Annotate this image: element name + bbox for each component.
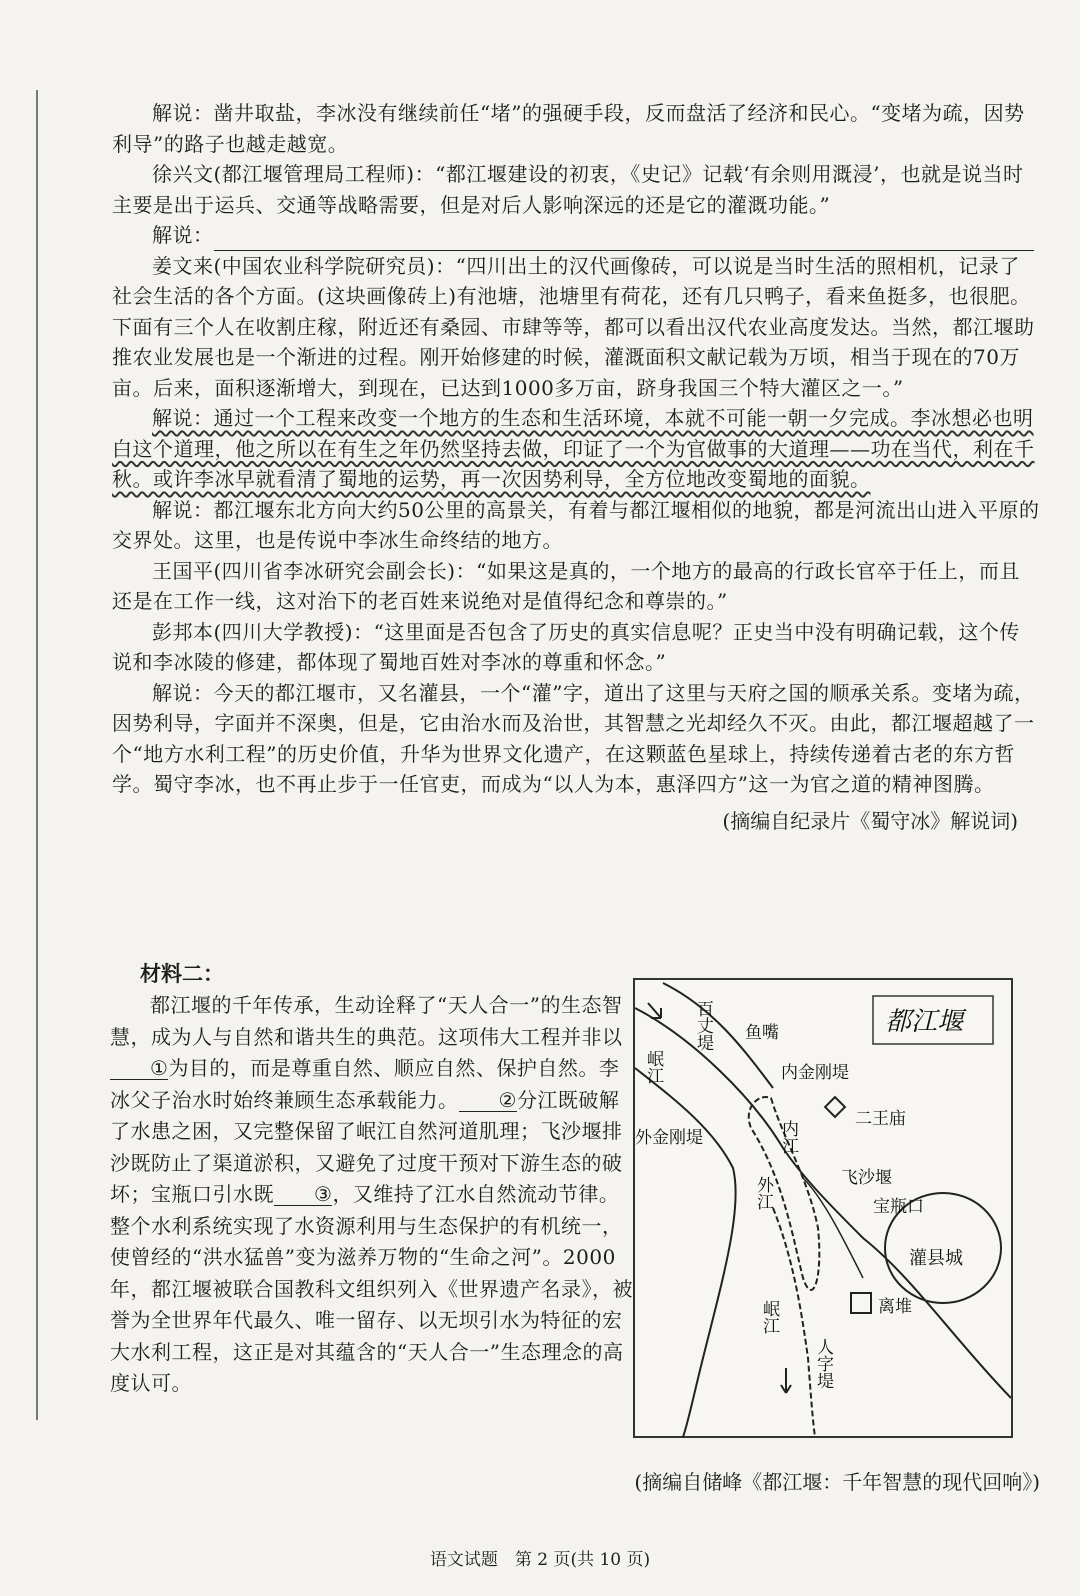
label-waijingangdi: 外金刚堤	[635, 1128, 703, 1148]
text-segment: ，又维持了江水自然流动节律。整个水利系统实现了水资源利用与生态保护的有机统一，使曾经的“洪水猛兽”变为滋养万物的“生命之河”。2000年，都江堰被联合国教科文组织列入《世界遗产名录》，被誉为全世界年代最久、唯一留存、以无坝引水为特征的宏大水利工程，这正是对其蕴含的“天人合一”生态理念的高度认可。	[110, 1182, 633, 1395]
interview-paragraph: 王国平(四川省李冰研究会副会长)：“如果这是真的，一个地方的最高的行政长官卒于任上，而且还是在工作一线，这对治下的老百姓来说绝对是值得纪念和尊崇的。”	[112, 558, 1020, 613]
answer-blank-paragraph	[112, 220, 1040, 251]
label-minjiang-bottom: 岷江	[759, 1300, 779, 1334]
material-two-text	[110, 990, 638, 1400]
answer-blank-label: 解说：	[152, 223, 214, 247]
map-logo: 都江堰	[885, 1007, 964, 1037]
blank-2[interactable]: ②	[459, 1089, 517, 1112]
text-segment: 都江堰的千年传承，生动诠释了“天人合一”的生态智慧，成为人与自然和谐共生的典范。这项伟大工程并非以	[110, 993, 623, 1049]
blank-3[interactable]: ③	[274, 1183, 332, 1206]
label-neijingangdi: 内金刚堤	[781, 1063, 849, 1083]
blank-1[interactable]: ①	[110, 1057, 168, 1080]
answer-blank-line[interactable]	[214, 228, 1034, 251]
label-yuzui: 鱼嘴	[745, 1023, 779, 1043]
material-two-paragraph	[110, 990, 638, 1400]
interview-paragraph: 姜文来(中国农业科学院研究员)：“四川出土的汉代画像砖，可以说是当时生活的照相机，记录了社会生活的各个方面。(这块画像砖上)有池塘，池塘里有荷花，还有几只鸭子，看来鱼挺多，也很肥。下面有三个人在收割庄稼，附近还有桑园、市肆等等，都可以看出汉代农业高度发达。当然，都江堰助推农业发展也是一个渐进的过程。刚开始修建的时候，灌溉面积文献记载为万顷，相当于现在的70万亩。后来，面积逐渐增大，到现在，已达到1000多万亩，跻身我国三个特大灌区之一。”	[112, 253, 1035, 400]
label-minjiang-top: 岷江	[643, 1050, 663, 1084]
dujiangyan-map	[633, 978, 1013, 1438]
text-segment: 为目的，而是尊重自然、顺应自然、保护自然。李冰父子治水时始终兼顾生态承载能力。	[110, 1056, 620, 1112]
source-citation-2: (摘编自储峰《都江堰：千年智慧的现代回响》)	[634, 1470, 1040, 1494]
commentary-paragraph: 解说：凿井取盐，李冰没有继续前任“堵”的强硬手段，反而盘活了经济和民心。“变堵为疏，因势利导”的路子也越走越宽。	[112, 101, 1025, 156]
interview-paragraph: 徐兴文(都江堰管理局工程师)：“都江堰建设的初衷，《史记》记载‘有余则用溉浸’，也就是说当时主要是出于运兵、交通等战略需要，但是对后人影响深远的还是它的灌溉功能。”	[112, 162, 1024, 217]
commentary-paragraph: 解说：都江堰东北方向大约50公里的高景关，有着与都江堰相似的地貌，都是河流出山进入平原的交界处。这里，也是传说中李冰生命终结的地方。	[112, 497, 1040, 552]
interview-paragraph: 彭邦本(四川大学教授)：“这里面是否包含了历史的真实信息呢？正史当中没有明确记载，这个传说和李冰陵的修建，都体现了蜀地百姓对李冰的尊重和怀念。”	[112, 619, 1020, 674]
label-lidui: 离堆	[878, 1297, 912, 1317]
source-citation: (摘编自纪录片《蜀守冰》解说词)	[722, 808, 1018, 833]
label-waijiang: 外江	[753, 1176, 773, 1210]
label-erwangmiao: 二王庙	[855, 1109, 906, 1129]
text-segment: 分江既破解了水患之困，又完整保留了岷江自然河道肌理；飞沙堰排沙既防止了渠道淤积，又避免了过度干预对下游生态的破坏；宝瓶口引水既	[110, 1087, 623, 1206]
label-renzidi: 人字堤	[813, 1338, 833, 1389]
label-neijiang: 内江	[778, 1120, 798, 1154]
underlined-commentary-paragraph: 解说：通过一个工程来改变一个地方的生态和生活环境，本就不可能一朝一夕完成。李冰想必也明白这个道理，他之所以在有生之年仍然坚持去做，印证了一个为官做事的大道理——功在当代，利在千秋。或许李冰早就看清了蜀地的运势，再一次因势利导，全方位地改变蜀地的面貌。	[112, 406, 1035, 491]
page-footer: 语文试题 第 2 页(共 10 页)	[429, 1550, 651, 1570]
binding-margin-line	[36, 90, 38, 1420]
material-two-title: 材料二：	[140, 961, 224, 986]
label-feishayan: 飞沙堰	[841, 1168, 892, 1188]
label-guanxiancheng: 灌县城	[909, 1248, 963, 1269]
material-one-text	[112, 98, 1040, 836]
label-baizhangdi: 百丈堤	[693, 1000, 713, 1051]
commentary-paragraph: 解说：今天的都江堰市，又名灌县，一个“灌”字，道出了这里与天府之国的顺承关系。变堵为疏，因势利导，字面并不深奥，但是，它由治水而及治世，其智慧之光却经久不灭。由此，都江堰超越了一个“地方水利工程”的历史价值，升华为世界文化遗产，在这颗蓝色星球上，持续传递着古老的东方哲学。蜀守李冰，也不再止步于一任官吏，而成为“以人为本，惠泽四方”这一为官之道的精神图腾。	[112, 680, 1035, 796]
label-baopingkou: 宝瓶口	[873, 1197, 924, 1217]
